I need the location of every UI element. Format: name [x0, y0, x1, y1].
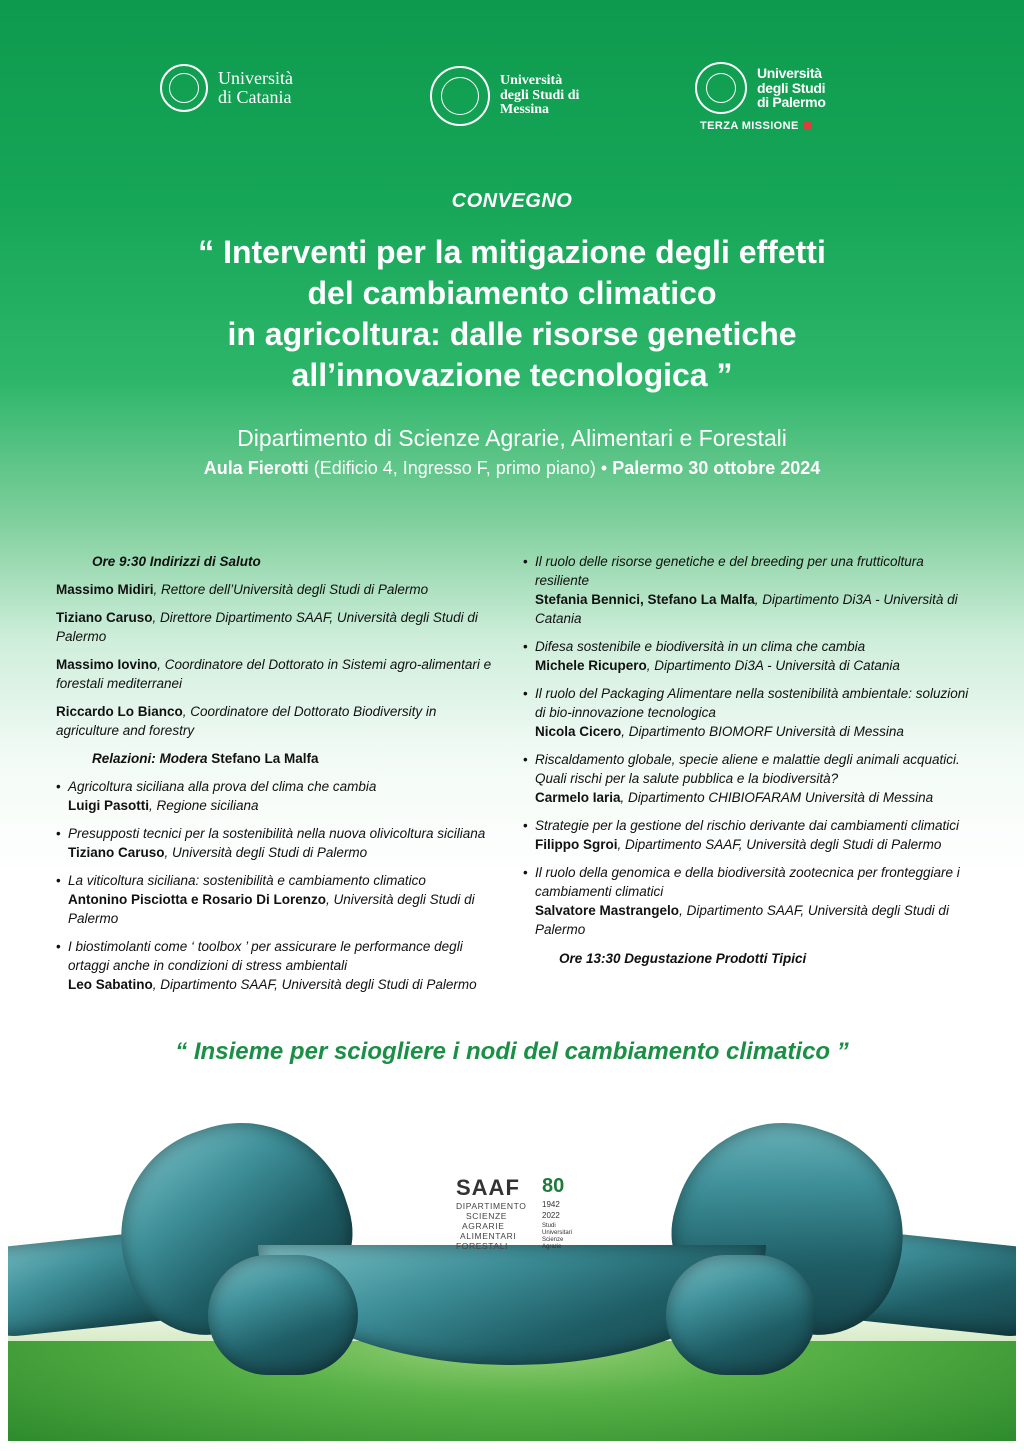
talk-title: Strategie per la gestione del rischio derivante dai cambiamenti climatici: [535, 818, 959, 833]
talk-affiliation: , Dipartimento CHIBIOFARAM Università di Messina: [620, 790, 934, 805]
title-line: del cambiamento climatico: [307, 275, 717, 311]
talk-affiliation: , Dipartimento SAAF, Università degli Studi di Palermo: [617, 837, 942, 852]
trunk-shape: [208, 1255, 358, 1375]
slogan: “ Insieme per sciogliere i nodi del cambiamento climatico ”: [175, 1038, 849, 1065]
venue: [0, 458, 1024, 479]
speaker-role: , Coordinatore del Dottorato in Sistemi agro-alimentari e forestali mediterranei: [56, 657, 492, 691]
terza-missione-label: TERZA MISSIONE: [700, 120, 799, 132]
knot-image: [8, 1085, 1016, 1441]
talk-affiliation: , Dipartimento SAAF, Università degli Studi di Palermo: [152, 977, 477, 992]
talk-affiliation: , Dipartimento Di3A - Università di Catania: [646, 658, 900, 673]
talk-title: Difesa sostenibile e biodiversità in un clima che cambia: [535, 639, 866, 654]
flower-icon: [803, 121, 812, 130]
title-line: all’innovazione tecnologica ”: [291, 357, 733, 393]
event-title: [60, 232, 964, 396]
unipa-line3: di Palermo: [757, 94, 826, 111]
talk-title: Agricoltura siciliana alla prova del clima che cambia: [68, 779, 377, 794]
program-right: [523, 552, 973, 968]
seal-icon: [160, 64, 208, 112]
venue-detail: (Edificio 4, Ingresso F, primo piano) •: [313, 458, 608, 478]
talk-title: Presupposti tecnici per la sostenibilità nella nuova olivicoltura siciliana: [68, 826, 486, 841]
unipa-line1: Università: [757, 64, 822, 81]
saaf-line: ALIMENTARI: [460, 1231, 517, 1241]
talk-speakers: Michele Ricupero: [535, 658, 647, 673]
talk-title: La viticoltura siciliana: sostenibilità e cambiamento climatico: [68, 873, 426, 888]
talk-title: Il ruolo della genomica e della biodiversità zootecnica per fronteggiare i cambiamenti climatici: [535, 865, 960, 899]
unipa-line2: degli Studi: [757, 79, 826, 96]
saaf-note-line: Studi: [542, 1223, 556, 1229]
saaf-line: SCIENZE: [466, 1211, 508, 1221]
saaf-year: 2022: [542, 1211, 560, 1220]
unict-line2: di Catania: [218, 87, 292, 107]
talk: • La viticoltura siciliana: sostenibilità e cambiamento climatico Antonino Pisciotta e Rosario Di Lorenzo, Università degli Studi di Palermo: [56, 871, 496, 928]
venue-date: Palermo 30 ottobre 2024: [612, 458, 821, 478]
kicker: CONVEGNO: [451, 190, 573, 212]
talk: • Il ruolo delle risorse genetiche e del breeding per una frutticoltura resiliente Stefania Bennici, Stefano La Malfa, Dipartimento Di3A - Università di Catania: [523, 552, 973, 628]
logo-unime: [430, 66, 579, 126]
opening-time: Ore 9:30 Indirizzi di Saluto: [92, 554, 261, 569]
talk-title: I biostimolanti come ‘ toolbox ’ per assicurare le performance degli ortaggi anche in condizioni di stress ambientali: [68, 939, 463, 973]
saaf-line: DIPARTIMENTO: [456, 1201, 527, 1211]
talk-affiliation: , Università degli Studi di Palermo: [68, 892, 475, 926]
talk-speakers: Filippo Sgroi: [535, 837, 618, 852]
relazioni-header: [56, 749, 496, 768]
seal-icon: [430, 66, 490, 126]
talk-affiliation: , Regione siciliana: [149, 798, 259, 813]
saaf-note-line: Agrarie: [542, 1244, 562, 1250]
talk-speakers: Luigi Pasotti: [68, 798, 149, 813]
speaker-role: , Coordinatore del Dottorato Biodiversity in agriculture and forestry: [56, 704, 437, 738]
saaf-logo: [456, 1175, 586, 1251]
speaker-name: Massimo Iovino: [56, 657, 158, 672]
saaf-note: [542, 1223, 572, 1251]
greeting: [56, 580, 496, 599]
saaf-year: 1942: [542, 1200, 560, 1209]
greeting: [56, 655, 496, 693]
talk-speakers: Tiziano Caruso: [68, 845, 165, 860]
talk: • Strategie per la gestione del rischio derivante dai cambiamenti climatici Filippo Sgroi, Dipartimento SAAF, Università degli Studi di Palermo: [523, 816, 973, 854]
venue-room: Aula Fierotti: [203, 458, 309, 478]
talk: • I biostimolanti come ‘ toolbox ’ per assicurare le performance degli ortaggi anche in condizioni di stress ambientali Leo Sabatino, Dipartimento SAAF, Università degli Studi di Palermo: [56, 937, 496, 994]
talk-speakers: Carmelo Iaria: [535, 790, 621, 805]
talk-affiliation: , Università degli Studi di Palermo: [164, 845, 368, 860]
talk-title: Il ruolo del Packaging Alimentare nella sostenibilità ambientale: soluzioni di bio-innovazione tecnologica: [535, 686, 969, 720]
saaf-years: [542, 1199, 572, 1251]
talk-speakers: Nicola Cicero: [535, 724, 622, 739]
talk: • Agricoltura siciliana alla prova del clima che cambia Luigi Pasotti, Regione siciliana: [56, 777, 496, 815]
talk: • Il ruolo della genomica e della biodiversità zootecnica per fronteggiare i cambiamenti climatici Salvatore Mastrangelo, Dipartimento SAAF, Università degli Studi di Palermo: [523, 863, 973, 939]
unime-line1: Università: [500, 72, 563, 88]
saaf-name: SAAF: [456, 1175, 520, 1200]
department: Dipartimento di Scienze Agrarie, Alimentari e Forestali: [237, 425, 787, 451]
saaf-note-line: Scienze: [542, 1237, 564, 1243]
terza-missione: [700, 120, 812, 132]
speaker-role: , Direttore Dipartimento SAAF, Università degli Studi di Palermo: [56, 610, 478, 644]
talk-affiliation: , Dipartimento Di3A - Università di Catania: [535, 592, 958, 626]
talk-title: Riscaldamento globale, specie aliene e malattie degli animali acquatici. Quali rischi per la salute pubblica e la biodiversità?: [535, 752, 960, 786]
greeting: [56, 702, 496, 740]
relazioni-label: Relazioni: Modera: [92, 751, 208, 766]
closing-time: Ore 13:30 Degustazione Prodotti Tipici: [559, 951, 807, 966]
greeting: [56, 608, 496, 646]
speaker-role: , Rettore dell’Università degli Studi di Palermo: [153, 582, 429, 597]
seal-icon: [695, 62, 747, 114]
program-left: [56, 552, 496, 1003]
talk-speakers: Stefania Bennici, Stefano La Malfa: [535, 592, 755, 607]
moderator: Stefano La Malfa: [211, 751, 319, 766]
title-line: “ Interventi per la mitigazione degli effetti: [198, 234, 826, 270]
speaker-name: Riccardo Lo Bianco: [56, 704, 183, 719]
saaf-line: AGRARIE: [462, 1221, 505, 1231]
trunk-shape: [666, 1255, 816, 1375]
saaf-line: FORESTALI: [456, 1241, 509, 1251]
unime-line2: degli Studi di: [500, 87, 580, 103]
talk: • Difesa sostenibile e biodiversità in un clima che cambia Michele Ricupero, Dipartimento Di3A - Università di Catania: [523, 637, 973, 675]
speaker-name: Tiziano Caruso: [56, 610, 153, 625]
saaf-note-line: Universitari: [542, 1230, 573, 1236]
talk: • Riscaldamento globale, specie aliene e malattie degli animali acquatici. Quali rischi per la salute pubblica e la biodiversità? Carmelo Iaria, Dipartimento CHIBIOFARAM Università di Messina: [523, 750, 973, 807]
talk-speakers: Salvatore Mastrangelo: [535, 903, 680, 918]
logo-unipa: [695, 62, 826, 114]
talk-title: Il ruolo delle risorse genetiche e del breeding per una frutticoltura resiliente: [535, 554, 924, 588]
talk-affiliation: , Dipartimento BIOMORF Università di Messina: [621, 724, 904, 739]
talk: • Il ruolo del Packaging Alimentare nella sostenibilità ambientale: soluzioni di bio-innovazione tecnologica Nicola Cicero, Dipartimento BIOMORF Università di Messina: [523, 684, 973, 741]
unime-line3: Messina: [500, 102, 549, 118]
saaf-anniversary: 80: [542, 1175, 565, 1197]
logo-unict: [160, 64, 293, 112]
talk-affiliation: , Dipartimento SAAF, Università degli Studi di Palermo: [535, 903, 949, 937]
talk-speakers: Antonino Pisciotta e Rosario Di Lorenzo: [68, 892, 327, 907]
talk: • Presupposti tecnici per la sostenibilità nella nuova olivicoltura siciliana Tiziano Caruso, Università degli Studi di Palermo: [56, 824, 496, 862]
speaker-name: Massimo Midiri: [56, 582, 154, 597]
talk-speakers: Leo Sabatino: [68, 977, 153, 992]
unict-line1: Università: [218, 68, 293, 89]
title-line: in agricoltura: dalle risorse genetiche: [227, 316, 797, 352]
